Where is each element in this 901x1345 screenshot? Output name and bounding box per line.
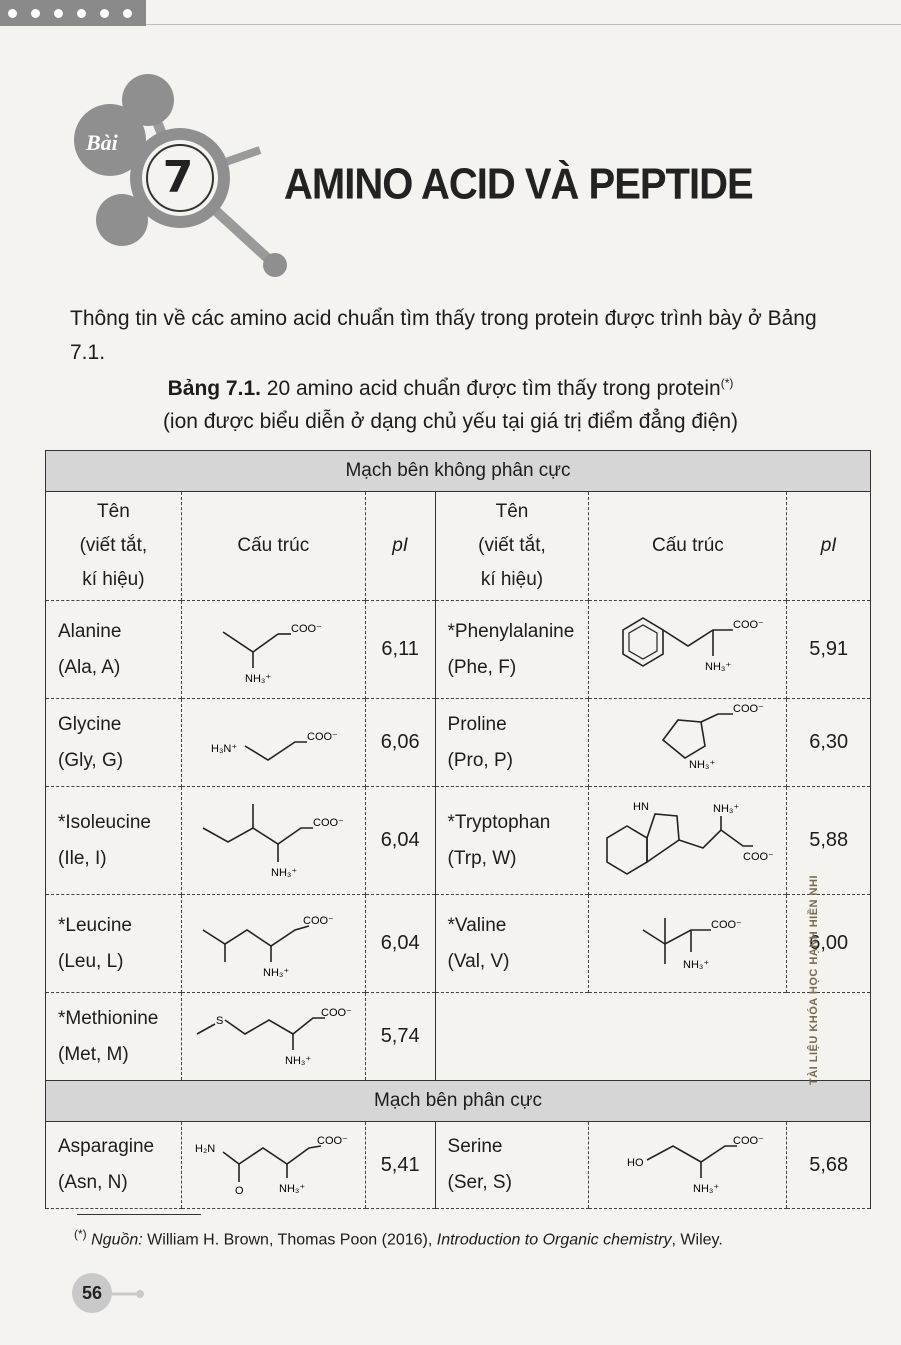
amino-acid-name-cell — [435, 787, 589, 895]
glycine-structure — [181, 699, 365, 787]
amino-acid-abbr: (Ser, S) — [447, 1172, 512, 1193]
serine-structure — [589, 1122, 787, 1209]
svg-text:NH₃⁺: NH₃⁺ — [712, 802, 740, 815]
leucine-structure — [181, 895, 365, 993]
amino-acid-name: *Methionine — [58, 1007, 159, 1029]
amino-acid-name-cell — [46, 993, 182, 1081]
amino-acid-name-cell — [435, 1122, 589, 1209]
col-header-name: Tên (viết tắt, kí hiệu) — [46, 492, 182, 601]
lesson-title: AMINO ACID VÀ PEPTIDE — [284, 160, 753, 209]
amino-acid-name: *Valine — [447, 914, 507, 936]
amino-acid-name: *Leucine — [58, 914, 132, 936]
amino-acid-abbr: (Ile, I) — [58, 847, 107, 869]
pi-value: 6,11 — [365, 601, 435, 699]
col-header-structure: Cấu trúc — [181, 492, 365, 601]
top-rule — [146, 24, 901, 25]
amino-acid-name: Serine — [447, 1136, 503, 1157]
lesson-number: 7 — [162, 152, 194, 203]
section-header-polar: Mạch bên phân cực — [46, 1081, 871, 1122]
side-watermark-text: TÀI LIỆU KHÓA HỌC HẠNH HIỀN NHI — [808, 874, 820, 1086]
svg-text:H₃N⁺: H₃N⁺ — [211, 742, 238, 755]
amino-acid-name: *Tryptophan — [447, 811, 551, 833]
amino-acid-name-cell — [435, 601, 589, 699]
amino-acid-abbr: (Val, V) — [447, 950, 510, 972]
methionine-structure — [181, 993, 365, 1081]
amino-acid-abbr: (Phe, F) — [447, 656, 517, 678]
lesson-word: Bài — [86, 130, 118, 155]
svg-text:NH₃⁺: NH₃⁺ — [245, 672, 272, 685]
col-header-pi: pI — [365, 492, 435, 601]
footnote-source-label: Nguồn: — [91, 1231, 143, 1249]
pi-value: 6,06 — [365, 699, 435, 787]
side-watermark — [808, 860, 838, 1100]
amino-acid-name: Glycine — [58, 713, 122, 735]
footnote-rule — [77, 1214, 201, 1215]
amino-acid-name-cell — [46, 787, 182, 895]
col-header-structure-2: Cấu trúc — [589, 492, 787, 601]
svg-text:HO: HO — [626, 1157, 644, 1169]
caption-mark: (*) — [720, 376, 734, 390]
pi-value: 5,88 — [787, 787, 871, 895]
caption-text: 20 amino acid chuẩn được tìm thấy trong protein — [260, 377, 721, 400]
footnote — [74, 1227, 723, 1249]
amino-acid-abbr: (Trp, W) — [447, 847, 517, 869]
footnote-publisher: , Wiley. — [671, 1231, 723, 1249]
svg-text:COO⁻: COO⁻ — [710, 918, 742, 931]
amino-acid-name: Proline — [447, 713, 507, 735]
amino-acid-name-cell — [46, 895, 182, 993]
svg-text:NH₃⁺: NH₃⁺ — [682, 958, 710, 971]
amino-acid-abbr: (Pro, P) — [447, 749, 513, 771]
pi-value: 6,00 — [787, 895, 871, 993]
page-number-decoration — [112, 1290, 146, 1298]
amino-acid-name-cell — [46, 699, 182, 787]
svg-text:COO⁻: COO⁻ — [732, 702, 764, 715]
amino-acid-name-cell — [435, 895, 589, 993]
pi-value: 6,04 — [365, 895, 435, 993]
amino-acid-name-cell — [46, 601, 182, 699]
footnote-book: Introduction to Organic chemistry — [436, 1231, 672, 1249]
col-header-name-2: Tên (viết tắt, kí hiệu) — [435, 492, 589, 601]
svg-text:NH₃⁺: NH₃⁺ — [692, 1183, 720, 1195]
svg-text:COO⁻: COO⁻ — [303, 914, 335, 927]
svg-text:COO⁻: COO⁻ — [321, 1006, 353, 1019]
table-subtitle: (ion được biểu diễn ở dạng chủ yếu tại giá trị điểm đẳng điện) — [162, 410, 739, 433]
svg-text:COO⁻: COO⁻ — [307, 730, 339, 743]
isoleucine-structure — [181, 787, 365, 895]
amino-acid-abbr: (Leu, L) — [58, 950, 124, 972]
col-header-pi-2: pI — [787, 492, 871, 601]
amino-acid-abbr: (Ala, A) — [58, 656, 121, 678]
svg-text:COO⁻: COO⁻ — [732, 1135, 764, 1147]
svg-text:NH₃⁺: NH₃⁺ — [271, 866, 298, 879]
pi-value: 5,91 — [787, 601, 871, 699]
amino-acid-abbr: (Gly, G) — [58, 749, 124, 771]
tryptophan-structure — [589, 787, 787, 895]
empty-cell — [435, 993, 870, 1081]
table-caption — [0, 376, 901, 401]
svg-text:NH₃⁺: NH₃⁺ — [704, 660, 732, 673]
svg-text:COO⁻: COO⁻ — [291, 622, 323, 635]
phenylalanine-structure — [589, 601, 787, 699]
amino-acid-name: *Isoleucine — [58, 811, 151, 833]
caption-label: Bảng 7.1. — [167, 377, 261, 400]
top-decorative-bar — [0, 0, 146, 26]
pi-value: 5,68 — [787, 1122, 871, 1209]
pi-value: 6,30 — [787, 699, 871, 787]
valine-structure — [589, 895, 787, 993]
amino-acid-name: Alanine — [58, 620, 122, 642]
svg-text:NH₃⁺: NH₃⁺ — [285, 1054, 312, 1067]
amino-acid-abbr: (Asn, N) — [58, 1172, 128, 1193]
pi-value: 5,74 — [365, 993, 435, 1081]
amino-acid-name-cell — [46, 1122, 182, 1209]
svg-text:COO⁻: COO⁻ — [732, 618, 764, 631]
svg-text:NH₃⁺: NH₃⁺ — [263, 966, 290, 979]
section-header-nonpolar: Mạch bên không phân cực — [46, 451, 871, 492]
amino-acid-abbr: (Met, M) — [58, 1043, 129, 1065]
svg-text:COO⁻: COO⁻ — [317, 1135, 349, 1147]
amino-acid-table — [45, 450, 871, 1209]
svg-text:COO⁻: COO⁻ — [313, 816, 345, 829]
amino-acid-name: Asparagine — [58, 1136, 155, 1157]
svg-text:COO⁻: COO⁻ — [742, 850, 774, 863]
pi-value: 6,04 — [365, 787, 435, 895]
page-number: 56 — [72, 1273, 112, 1313]
alanine-structure — [181, 601, 365, 699]
pi-value: 5,41 — [365, 1122, 435, 1209]
svg-text:H₂N: H₂N — [195, 1143, 216, 1155]
svg-text:S: S — [216, 1014, 224, 1027]
proline-structure — [589, 699, 787, 787]
footnote-authors: William H. Brown, Thomas Poon (2016), — [142, 1231, 437, 1249]
asparagine-structure — [181, 1122, 365, 1209]
svg-text:HN: HN — [632, 800, 649, 813]
footnote-mark: (*) — [74, 1227, 87, 1241]
svg-text:NH₃⁺: NH₃⁺ — [279, 1183, 306, 1195]
amino-acid-name-cell — [435, 699, 589, 787]
amino-acid-name: *Phenylalanine — [447, 620, 575, 642]
svg-text:O: O — [235, 1185, 244, 1197]
intro-paragraph: Thông tin về các amino acid chuẩn tìm thấy trong protein được trình bày ở Bảng 7.1. — [70, 307, 817, 364]
svg-text:NH₃⁺: NH₃⁺ — [688, 758, 716, 771]
